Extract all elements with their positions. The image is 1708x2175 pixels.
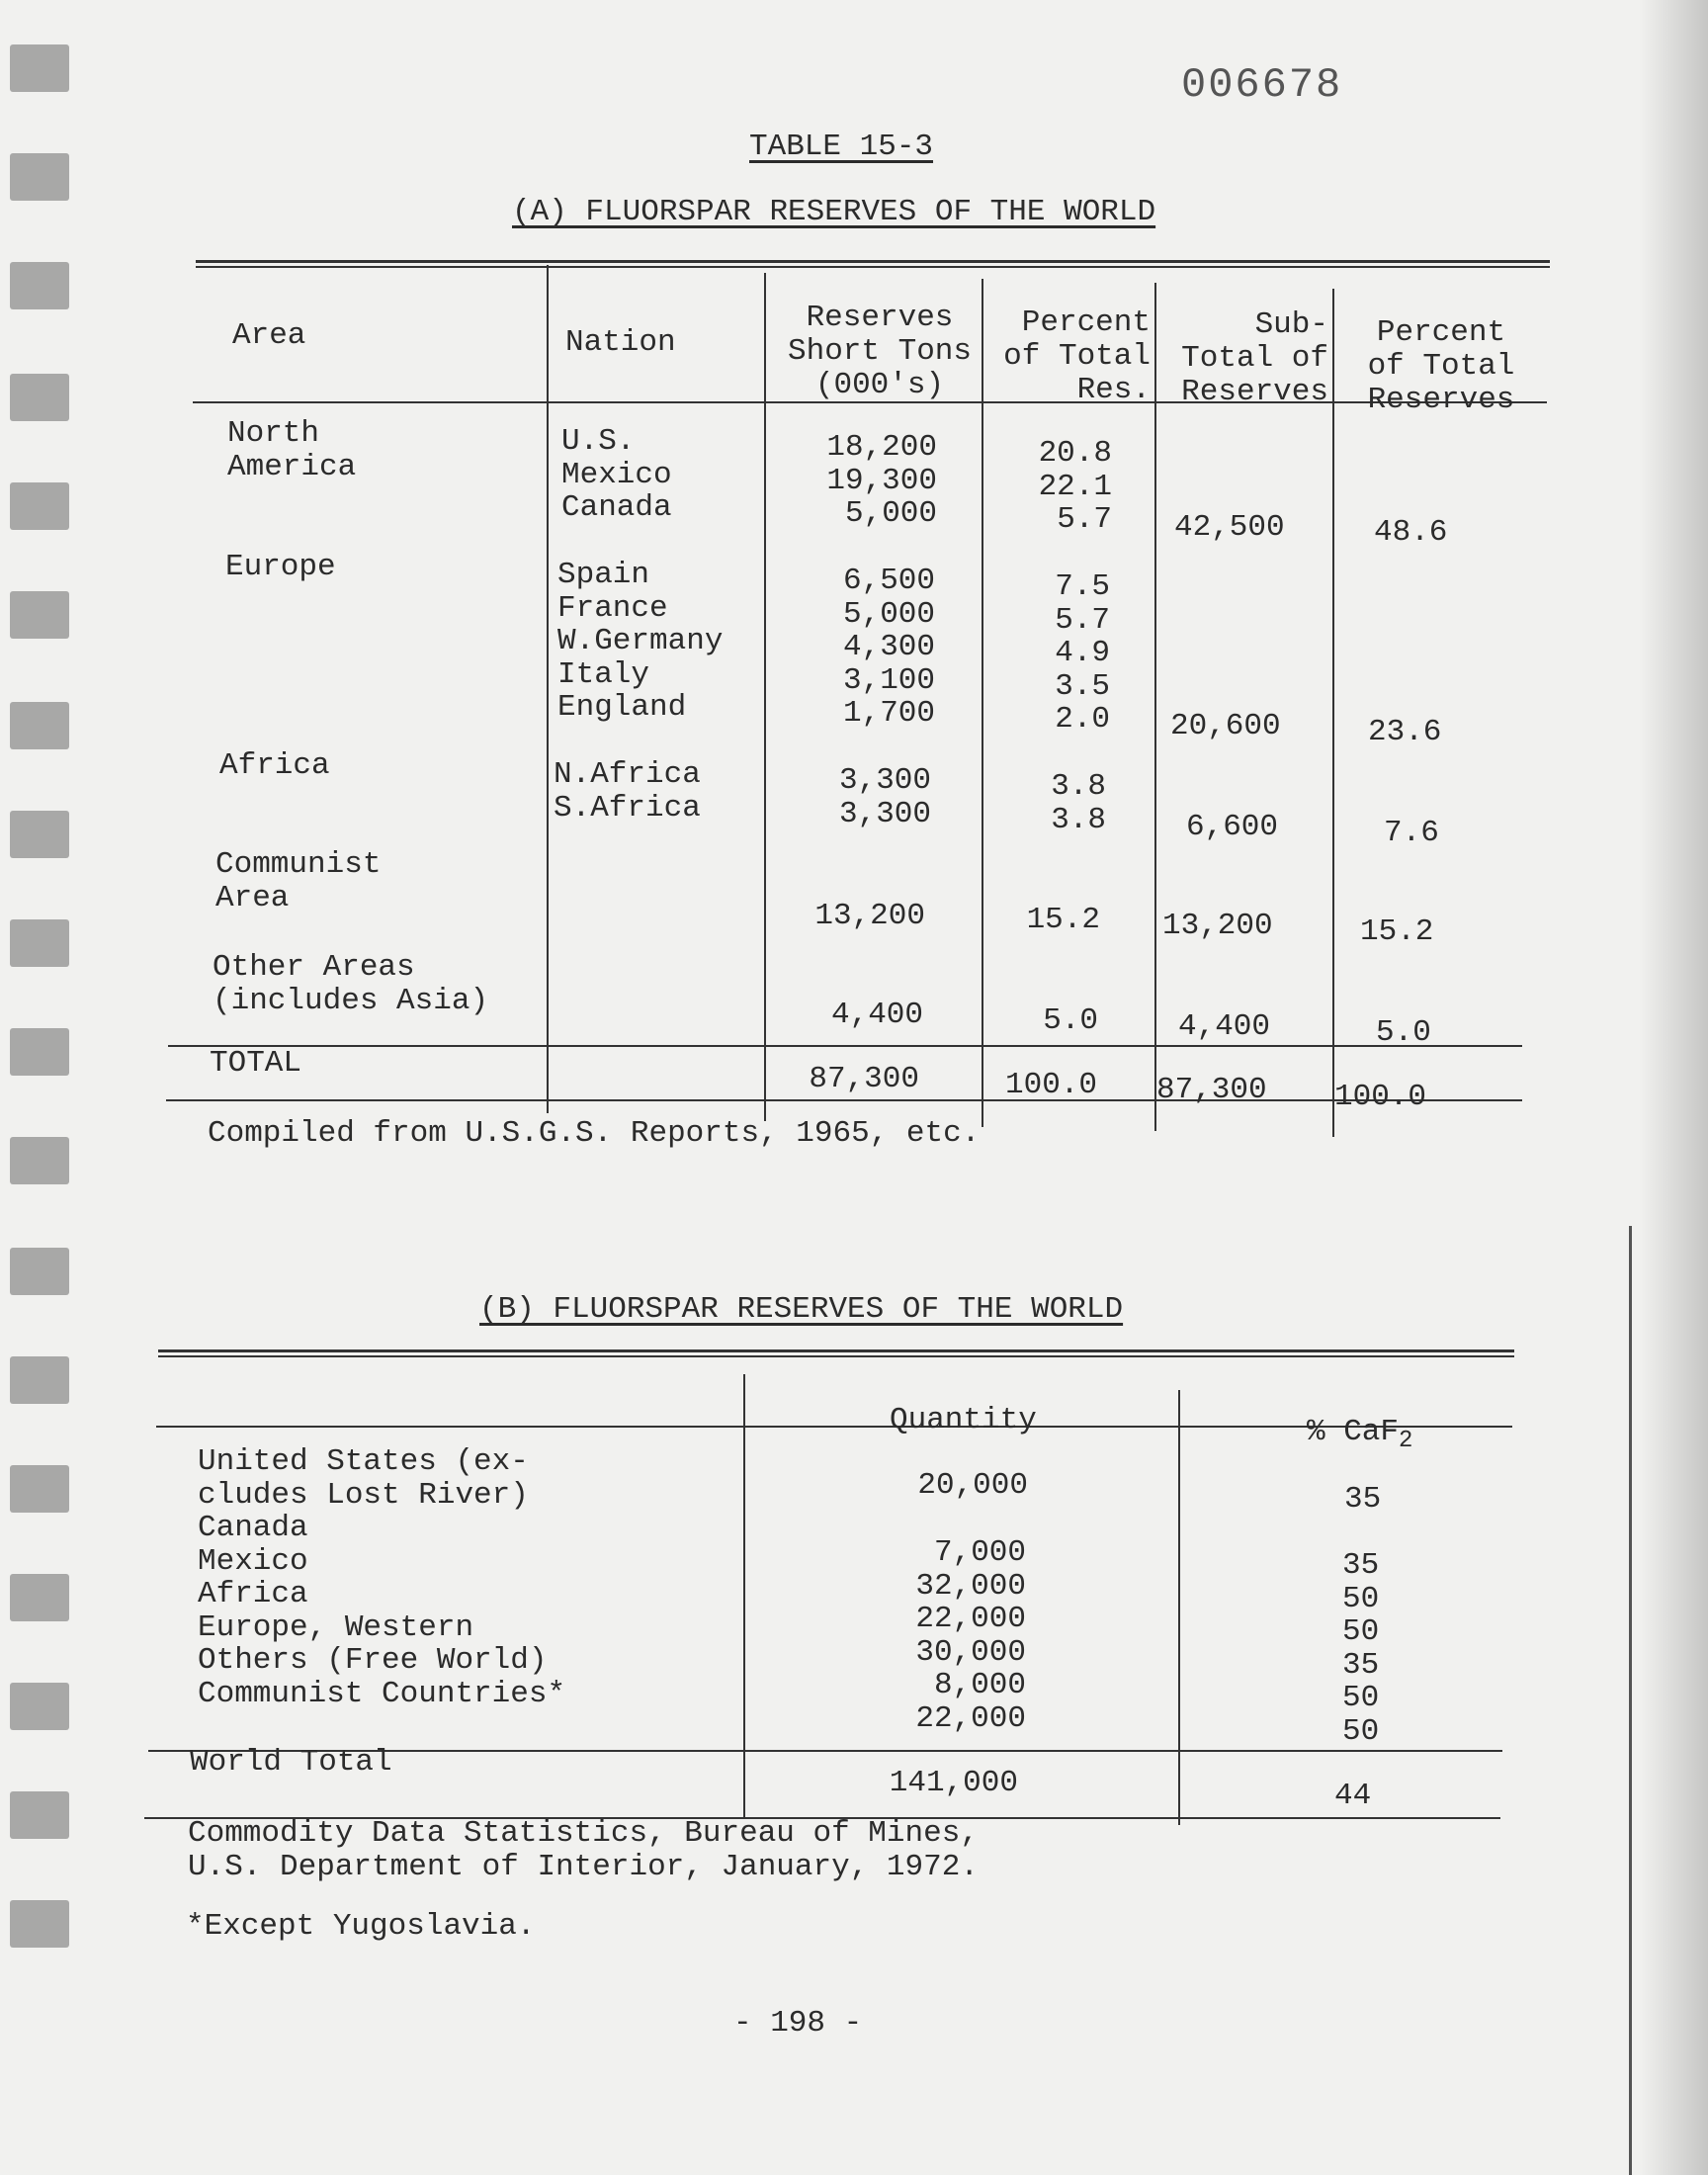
- table-a-col-divider: [547, 265, 549, 1113]
- table-a-col-divider: [1154, 283, 1156, 1131]
- reserves-communist: 13,200: [814, 899, 925, 933]
- total-percent: 100.0: [1004, 1068, 1097, 1102]
- page-number: - 198 -: [733, 2006, 863, 2041]
- header-subtotal: Sub- Total of Reserves: [1181, 307, 1328, 409]
- document-number: 006678: [1181, 61, 1343, 109]
- percent-total-other: 5.0: [1376, 1015, 1431, 1050]
- header-reserves: Reserves Short Tons (000's): [787, 301, 973, 402]
- binding-hole: [10, 591, 69, 639]
- header-caf2: [1307, 1416, 1412, 1458]
- binding-hole: [10, 811, 69, 858]
- nations-africa: N.Africa S.Africa: [554, 757, 701, 826]
- subtotal-africa: 6,600: [1186, 810, 1279, 844]
- header-percent-total: Percent of Total Reserves: [1367, 315, 1515, 417]
- total-subtotal: 87,300: [1156, 1073, 1267, 1107]
- binding-hole: [10, 1900, 69, 1948]
- binding-hole: [10, 482, 69, 530]
- subtotal-north-america: 42,500: [1174, 510, 1285, 545]
- page-edge-line: [1629, 1226, 1632, 2175]
- binding-hole: [10, 1791, 69, 1839]
- percent-africa: 3.8 3.8: [1051, 769, 1106, 837]
- percent-north-america: 20.8 22.1 5.7: [1038, 436, 1112, 537]
- binding-hole: [10, 153, 69, 201]
- binding-hole: [10, 262, 69, 309]
- table-b-footnote: *Except Yugoslavia.: [186, 1909, 536, 1944]
- binding-hole: [10, 1574, 69, 1621]
- area-africa: Africa: [219, 748, 330, 783]
- binding-hole: [10, 1028, 69, 1076]
- total-label: TOTAL: [210, 1046, 302, 1081]
- nations-europe: Spain France W.Germany Italy England: [557, 558, 724, 725]
- total-percent-total: 100.0: [1334, 1080, 1427, 1114]
- percent-communist: 15.2: [1026, 903, 1100, 937]
- table-a-col-divider: [1332, 289, 1334, 1137]
- table-number: TABLE 15-3: [749, 130, 934, 164]
- world-total-caf2: 44: [1334, 1779, 1372, 1813]
- table-a-source: Compiled from U.S.G.S. Reports, 1965, etc.: [208, 1116, 981, 1151]
- header-caf2-subscript: 2: [1399, 1428, 1413, 1455]
- page-edge-shadow: [1639, 0, 1708, 2175]
- table-b-source: Commodity Data Statistics, Bureau of Mines, U.S. Department of Interior, January, 1972.: [188, 1816, 979, 1884]
- table-a-top-rule: [196, 260, 1550, 263]
- percent-total-africa: 7.6: [1384, 816, 1439, 850]
- area-north-america: North America: [227, 416, 357, 484]
- area-other: Other Areas (includes Asia): [213, 950, 489, 1018]
- table-b-title: (B) FLUORSPAR RESERVES OF THE WORLD: [479, 1292, 1124, 1327]
- percent-total-north-america: 48.6: [1374, 515, 1448, 550]
- table-a-col-divider: [764, 273, 766, 1121]
- reserves-north-america: 18,200 19,300 5,000: [826, 430, 937, 531]
- reserves-other: 4,400: [830, 998, 923, 1032]
- subtotal-other: 4,400: [1178, 1009, 1271, 1044]
- header-caf2-prefix: % CaF: [1307, 1415, 1400, 1449]
- binding-hole: [10, 1248, 69, 1295]
- percent-total-europe: 23.6: [1368, 715, 1442, 749]
- nations-north-america: U.S. Mexico Canada: [561, 424, 672, 525]
- table-b-col-divider: [743, 1374, 745, 1817]
- table-b-top-rule-2: [158, 1355, 1514, 1357]
- reserves-europe: 6,500 5,000 4,300 3,100 1,700: [842, 564, 935, 731]
- world-total-label: World Total: [190, 1745, 392, 1780]
- total-reserves: 87,300: [809, 1062, 919, 1096]
- area-communist: Communist Area: [215, 847, 382, 915]
- world-total-quantity: 141,000: [889, 1766, 1018, 1800]
- caf2-values: 35 50 50 35 50 50: [1342, 1548, 1380, 1749]
- table-a-total-rule: [168, 1045, 1522, 1047]
- subtotal-europe: 20,600: [1170, 709, 1281, 743]
- binding-hole: [10, 44, 69, 92]
- table-b-top-rule: [158, 1349, 1514, 1352]
- percent-other: 5.0: [1043, 1003, 1098, 1038]
- table-a-title: (A) FLUORSPAR RESERVES OF THE WORLD: [512, 195, 1156, 229]
- subtotal-communist: 13,200: [1162, 909, 1273, 943]
- reserves-africa: 3,300 3,300: [838, 763, 931, 831]
- binding-hole: [10, 919, 69, 967]
- quantity-values: 7,000 32,000 22,000 30,000 8,000 22,000: [915, 1535, 1026, 1736]
- table-a-bottom-rule: [166, 1099, 1522, 1101]
- caf2-united-states: 35: [1344, 1482, 1382, 1517]
- area-europe: Europe: [225, 550, 336, 584]
- binding-hole: [10, 374, 69, 421]
- table-b-row-labels: United States (ex- cludes Lost River) Canada Mexico Africa Europe, Western Others (Free World) Communist Countries*: [198, 1444, 566, 1711]
- percent-europe: 7.5 5.7 4.9 3.5 2.0: [1055, 569, 1110, 737]
- binding-hole: [10, 1137, 69, 1184]
- table-b-col-divider: [1178, 1390, 1180, 1825]
- header-nation: Nation: [565, 325, 676, 360]
- percent-total-communist: 15.2: [1360, 914, 1434, 949]
- header-area: Area: [232, 318, 306, 353]
- binding-hole: [10, 702, 69, 749]
- binding-hole: [10, 1465, 69, 1513]
- binding-hole: [10, 1356, 69, 1404]
- quantity-united-states: 20,000: [917, 1468, 1028, 1503]
- header-quantity: Quantity: [890, 1403, 1037, 1437]
- binding-hole: [10, 1683, 69, 1730]
- table-a-top-rule-2: [196, 266, 1550, 268]
- header-percent: Percent of Total Res.: [1003, 305, 1151, 407]
